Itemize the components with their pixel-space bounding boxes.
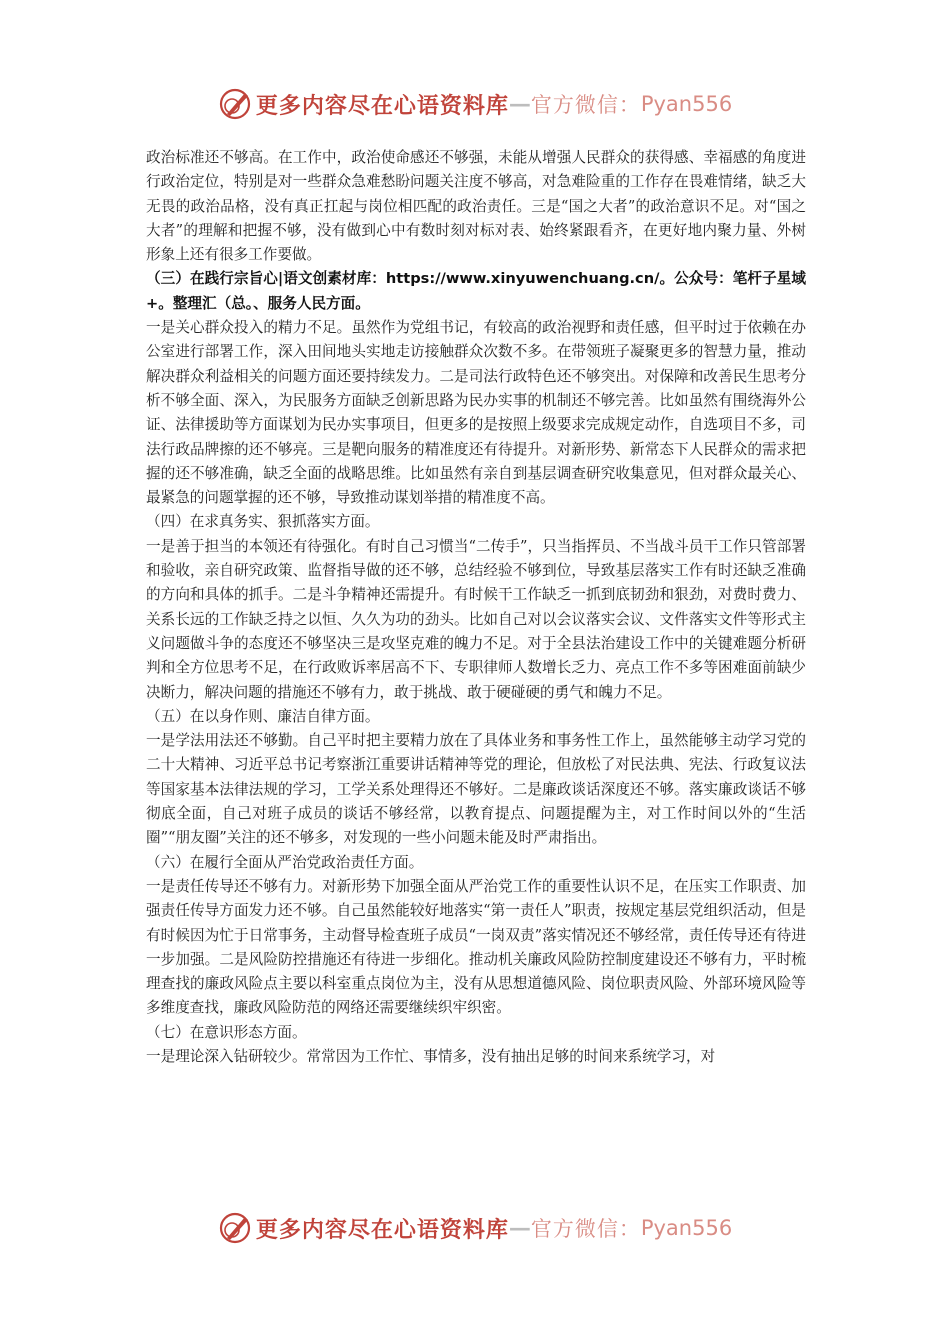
section-heading-5: （五）在以身作则、廉洁自律方面。 [146,707,380,725]
paragraph: 一是理论深入钻研较少。常常因为工作忙、事情多，没有抽出足够的时间来系统学习，对 [146,1047,716,1065]
banner-site-text: 更多内容尽在心语资料库 [255,1216,509,1243]
section-heading-6: （六）在履行全面从严治党政治责任方面。 [146,853,424,871]
section-heading-4: （四）在求真务实、狠抓落实方面。 [146,513,380,531]
header-banner [0,84,950,124]
pen-logo-icon [218,1211,252,1245]
paragraph: 政治标准还不够高。在工作中，政治使命感还不够强，未能从增强人民群众的获得感、幸福感的角度进行政治定位，特别是对一些群众急难愁盼问题关注度不够高，对急难险重的工作存在畏难情绪，缺乏大无畏的政治品格，没有真正扛起与岗位相匹配的政治责任。三是“国之大者”的政治意识不足。对“国之大者”的理解和把握不够，没有做到心中有数时刻对标对表、始终紧跟看齐，在更好地内聚力量、外树形象上还有很多工作要做。 [146,149,806,264]
paragraph: 一是关心群众投入的精力不足。虽然作为党组书记，有较高的政治视野和责任感，但平时过于依赖在办公室进行部署工作，深入田间地头实地走访接触群众次数不多。在带领班子凝聚更多的智慧力量，推动解决群众利益相关的问题方面还要持续发力。二是司法行政特色还不够突出。对保障和改善民生思考分析不够全面、深入，为民服务方面缺乏创新思路为民办实事的机制还不够完善。比如虽然有围绕海外公证、法律援助等方面谋划为民办实事项目，但更多的是按照上级要求完成规定动作，自选项目不多，司法行政品牌擦的还不够亮。三是靶向服务的精准度还有待提升。对新形势、新常态下人民群众的需求把握的还不够准确，缺乏全面的战略思维。比如虽然有亲自到基层调查研究收集意见，但对群众最关心、最紧急的问题掌握的还不够，导致推动谋划举措的精准度不高。 [146,319,806,507]
banner-site-text: 更多内容尽在心语资料库 [255,92,509,119]
banner-wechat-label: 官方微信： [530,1217,641,1241]
section-heading-7: （七）在意识形态方面。 [146,1023,307,1041]
pen-logo-icon [218,87,252,121]
banner-wechat-id: Pyan556 [640,92,733,116]
paragraph: 一是责任传导还不够有力。对新形势下加强全面从严治党工作的重要性认识不足，在压实工作职责、加强责任传导方面发力还不够。自己虽然能较好地落实“第一责任人”职责，按规定基层党组织活动，但是有时候因为忙于日常事务，主动督导检查班子成员“一岗双责”落实情况还不够经常，责任传导还有待进一步加强。二是风险防控措施还有待进一步细化。推动机关廉政风险防控制度建设还不够有力，平时梳理查找的廉政风险点主要以科室重点岗位为主，没有从思想道德风险、岗位职责风险、外部环境风险等多维度查找，廉政风险防范的网络还需要继续织牢织密。 [146,877,806,1017]
banner-wechat-id: Pyan556 [640,1216,733,1240]
document-body [146,146,806,1069]
footer-banner [0,1208,950,1248]
section-heading-3: （三）在践行宗旨心|语文创素材库：https://www.xinyuwenchuang.cn/。公众号：笔杆子星域+。整理汇（总。、服务人民方面。 [146,270,806,312]
banner-separator: — [508,1215,531,1241]
paragraph: 一是善于担当的本领还有待强化。有时自己习惯当“二传手”，只当指挥员、不当战斗员干工作只管部署和验收，亲自研究政策、监督指导做的还不够，总结经验不够到位，导致基层落实工作有时还缺乏准确的方向和具体的抓手。二是斗争精神还需提升。有时候干工作缺乏一抓到底韧劲和狠劲，对费时费力、关系长远的工作缺乏持之以恒、久久为功的劲头。比如自己对以会议落实会议、文件落实文件等形式主义问题做斗争的态度还不够坚决三是攻坚克难的魄力不足。对于全县法治建设工作中的关键难题分析研判和全方位思考不足，在行政败诉率居高不下、专职律师人数增长乏力、亮点工作不多等困难面前缺少决断力，解决问题的措施还不够有力，敢于挑战、敢于硬碰硬的勇气和魄力不足。 [146,537,806,701]
banner-separator: — [508,91,531,117]
paragraph: 一是学法用法还不够勤。自己平时把主要精力放在了具体业务和事务性工作上，虽然能够主动学习党的二十大精神、习近平总书记考察浙江重要讲话精神等党的理论，但放松了对民法典、宪法、行政复议法等国家基本法律法规的学习，工学关系处理得还不够好。二是廉政谈话深度还不够。落实廉政谈话不够彻底全面，自己对班子成员的谈话不够经常，以教育提点、问题提醒为主，对工作时间以外的“生活圈”“朋友圈”关注的还不够多，对发现的一些小问题未能及时严肃指出。 [146,732,806,847]
banner-wechat-label: 官方微信： [530,93,641,117]
